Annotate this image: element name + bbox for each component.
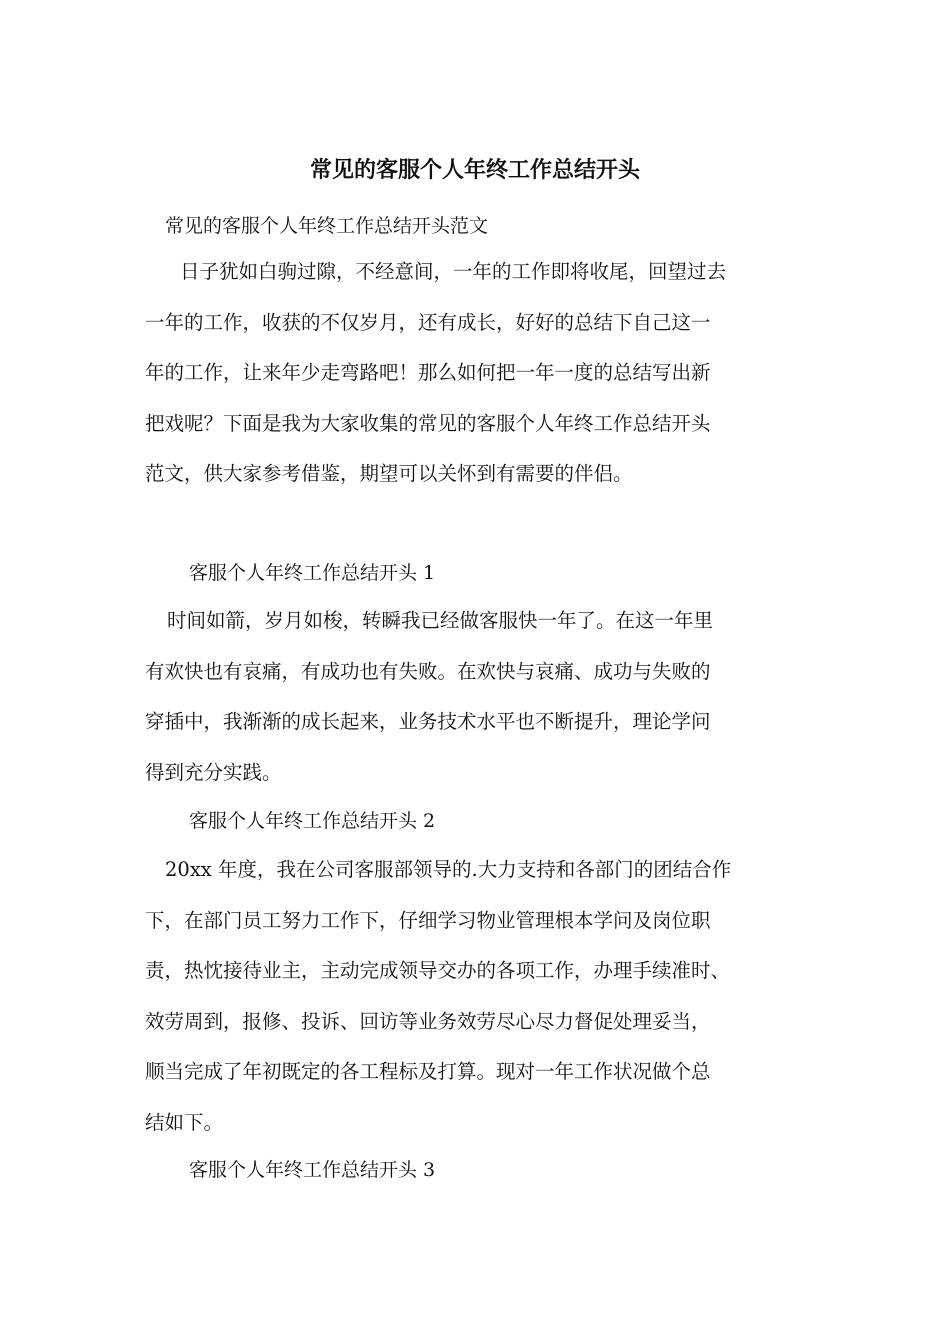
section-2-line: 20xx 年度，我在公司客服部领导的.大力支持和各部门的团结合作 bbox=[165, 858, 732, 881]
section-2-line: 顺当完成了年初既定的各工程标及打算。现对一年工作状况做个总 bbox=[145, 1060, 711, 1083]
document-subtitle: 常见的客服个人年终工作总结开头范文 bbox=[165, 215, 489, 237]
intro-line: 范文，供大家参考借鉴，期望可以关怀到有需要的伴侣。 bbox=[145, 462, 633, 485]
section-2-line: 效劳周到，报修、投诉、回访等业务效劳尽心尽力督促处理妥当， bbox=[145, 1009, 711, 1033]
intro-line: 一年的工作，收获的不仅岁月，还有成长，好好的总结下自己这一 bbox=[145, 310, 711, 334]
section-2-line: 责，热忱接待业主，主动完成领导交办的各项工作，办理手续准时、 bbox=[145, 959, 731, 982]
section-1-heading: 客服个人年终工作总结开头 1 bbox=[189, 562, 436, 584]
document-title: 常见的客服个人年终工作总结开头 bbox=[309, 157, 640, 183]
section-2-line: 结如下。 bbox=[145, 1110, 224, 1134]
section-1-line: 时间如箭，岁月如梭，转瞬我已经做客服快一年了。在这一年里 bbox=[167, 609, 714, 632]
intro-paragraph bbox=[145, 247, 810, 500]
section-2-paragraph bbox=[145, 845, 810, 1148]
section-2-heading: 客服个人年终工作总结开头 2 bbox=[189, 810, 436, 832]
section-1-line: 有欢快也有哀痛，有成功也有失败。在欢快与哀痛、成功与失败的 bbox=[145, 659, 711, 683]
section-3-heading: 客服个人年终工作总结开头 3 bbox=[189, 1159, 436, 1181]
intro-line: 把戏呢？下面是我为大家收集的常见的客服个人年终工作总结开头 bbox=[145, 411, 711, 435]
intro-line: 日子犹如白驹过隙，不经意间，一年的工作即将收尾，回望过去 bbox=[180, 260, 727, 283]
section-1-paragraph bbox=[145, 596, 810, 798]
section-2-line: 下，在部门员工努力工作下，仔细学习物业管理根本学问及岗位职 bbox=[145, 908, 711, 932]
section-1-line: 穿插中，我渐渐的成长起来，业务技术水平也不断提升，理论学问 bbox=[145, 710, 711, 733]
section-1-line: 得到充分实践。 bbox=[145, 760, 282, 784]
intro-line: 年的工作，让来年少走弯路吧！那么如何把一年一度的总结写出新 bbox=[145, 361, 711, 384]
